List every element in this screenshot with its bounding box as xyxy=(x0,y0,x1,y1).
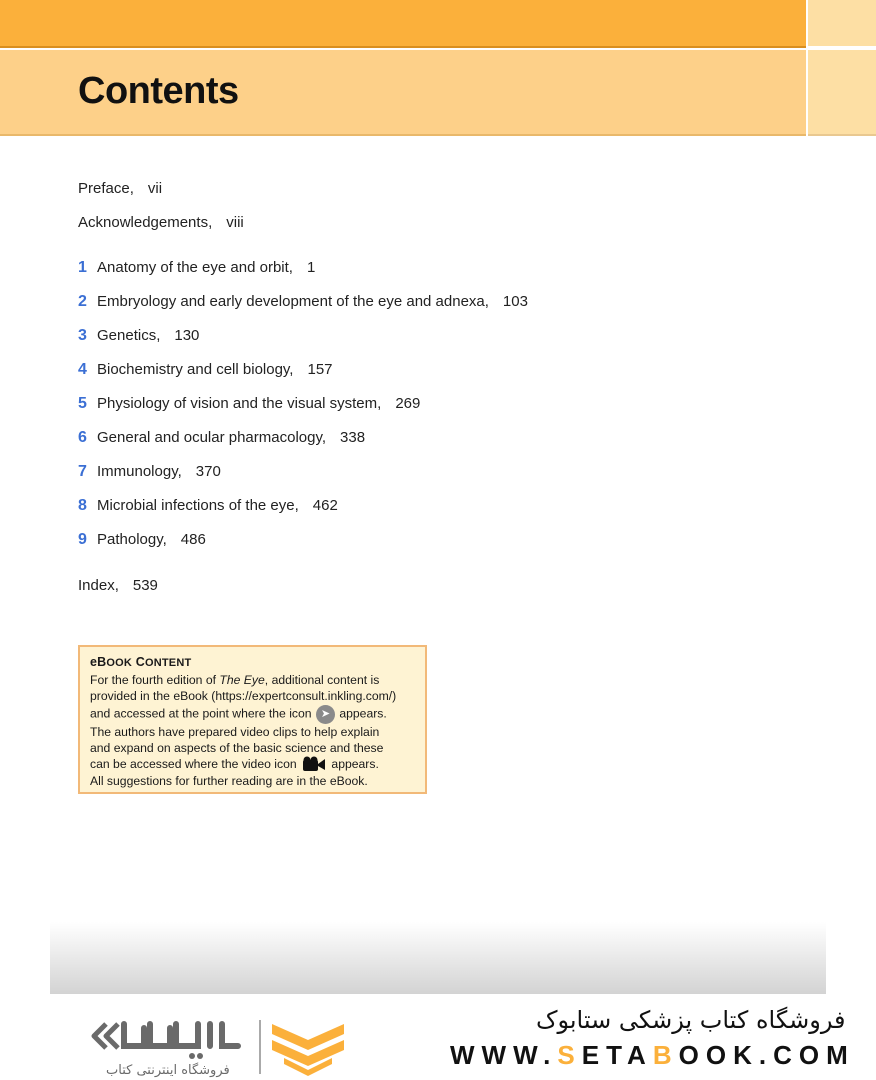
logo-subtitle: فروشگاه اینترنتی کتاب xyxy=(106,1063,230,1078)
toc-chapter-4[interactable] xyxy=(78,361,333,379)
toc-chapter-9[interactable] xyxy=(78,531,206,549)
chapter-number: 2 xyxy=(78,293,87,310)
toc-chapter-8[interactable] xyxy=(78,497,338,515)
ebook-line: provided in the eBook (https://expertconsult.inkling.com/) xyxy=(90,689,397,704)
chapter-number: 1 xyxy=(78,259,87,276)
shop-url[interactable]: WWW.SETABOOK.COM xyxy=(450,1040,855,1070)
toc-entry-preface[interactable] xyxy=(78,180,162,197)
video-camera-icon xyxy=(302,756,326,773)
toc-chapter-5[interactable] xyxy=(78,395,420,413)
chapter-number: 8 xyxy=(78,497,87,514)
chapter-number: 9 xyxy=(78,531,87,548)
chapter-number: 3 xyxy=(78,327,87,344)
chapter-page: 130 xyxy=(174,327,200,344)
chapter-page: 486 xyxy=(180,531,206,548)
toc-chapter-1[interactable] xyxy=(78,259,315,277)
chapter-title: Embryology and early development of the eye and adnexa, xyxy=(97,293,489,310)
chapter-page: 1 xyxy=(306,259,316,276)
toc-chapter-7[interactable] xyxy=(78,463,221,481)
ebook-line: All suggestions for further reading are in the eBook. xyxy=(90,774,368,789)
chapter-page: 269 xyxy=(395,395,421,412)
chapter-title: Anatomy of the eye and orbit, xyxy=(97,259,293,276)
chapter-number: 4 xyxy=(78,361,87,378)
toc-chapter-2[interactable] xyxy=(78,293,528,311)
chapter-page: 338 xyxy=(340,429,366,446)
toc-entry-label: Acknowledgements, xyxy=(78,214,213,231)
chapter-title: General and ocular pharmacology, xyxy=(97,429,327,446)
footer-fade xyxy=(50,922,826,994)
ebook-heading: eBOOK CONTENT xyxy=(90,655,192,669)
chapter-number: 6 xyxy=(78,429,87,446)
shop-name: فروشگاه کتاب پزشکی ستابوک xyxy=(536,1006,846,1034)
toc-entry-label: Index, xyxy=(78,577,119,594)
toc-chapter-6[interactable] xyxy=(78,429,365,447)
cursor-icon: ➤ xyxy=(316,705,335,724)
ebook-line: can be accessed where the video icon appears. xyxy=(90,756,415,773)
book-title: The Eye xyxy=(219,673,265,688)
chapter-title: Pathology, xyxy=(97,531,167,548)
toc-entry-acknowledgements[interactable] xyxy=(78,214,244,231)
toc-entry-page: vii xyxy=(147,180,163,197)
toc-entry-index[interactable] xyxy=(78,577,158,594)
chapter-title: Genetics, xyxy=(97,327,161,344)
chapter-title: Microbial infections of the eye, xyxy=(97,497,299,514)
chapter-title: Immunology, xyxy=(97,463,182,480)
header-title-band-edge xyxy=(808,50,876,136)
ebook-content-box xyxy=(78,645,427,794)
setabook-logo xyxy=(88,1014,348,1078)
toc-entry-page: 539 xyxy=(132,577,158,594)
ebook-line: For the fourth edition of The Eye, additional content is xyxy=(90,673,380,688)
page-title: Contents xyxy=(78,70,239,112)
chapter-page: 462 xyxy=(312,497,338,514)
header-top-band xyxy=(0,0,806,48)
toc-entry-page: viii xyxy=(226,214,244,231)
ebook-line: and expand on aspects of the basic science and these xyxy=(90,740,384,755)
url-accent-s: S xyxy=(557,1040,582,1070)
chapter-number: 5 xyxy=(78,395,87,412)
ebook-line: The authors have prepared video clips to help explain xyxy=(90,724,380,739)
toc-chapter-3[interactable] xyxy=(78,327,199,345)
chapter-title: Biochemistry and cell biology, xyxy=(97,361,294,378)
chapter-page: 157 xyxy=(307,361,333,378)
chapter-page: 103 xyxy=(502,293,528,310)
header-top-band-edge xyxy=(808,0,876,46)
chapter-title: Physiology of vision and the visual system, xyxy=(97,395,382,412)
ebook-line: and accessed at the point where the icon ➤ appears. xyxy=(90,705,415,724)
toc-entry-label: Preface, xyxy=(78,180,134,197)
chapter-page: 370 xyxy=(195,463,221,480)
chapter-number: 7 xyxy=(78,463,87,480)
url-accent-b: B xyxy=(652,1040,679,1070)
